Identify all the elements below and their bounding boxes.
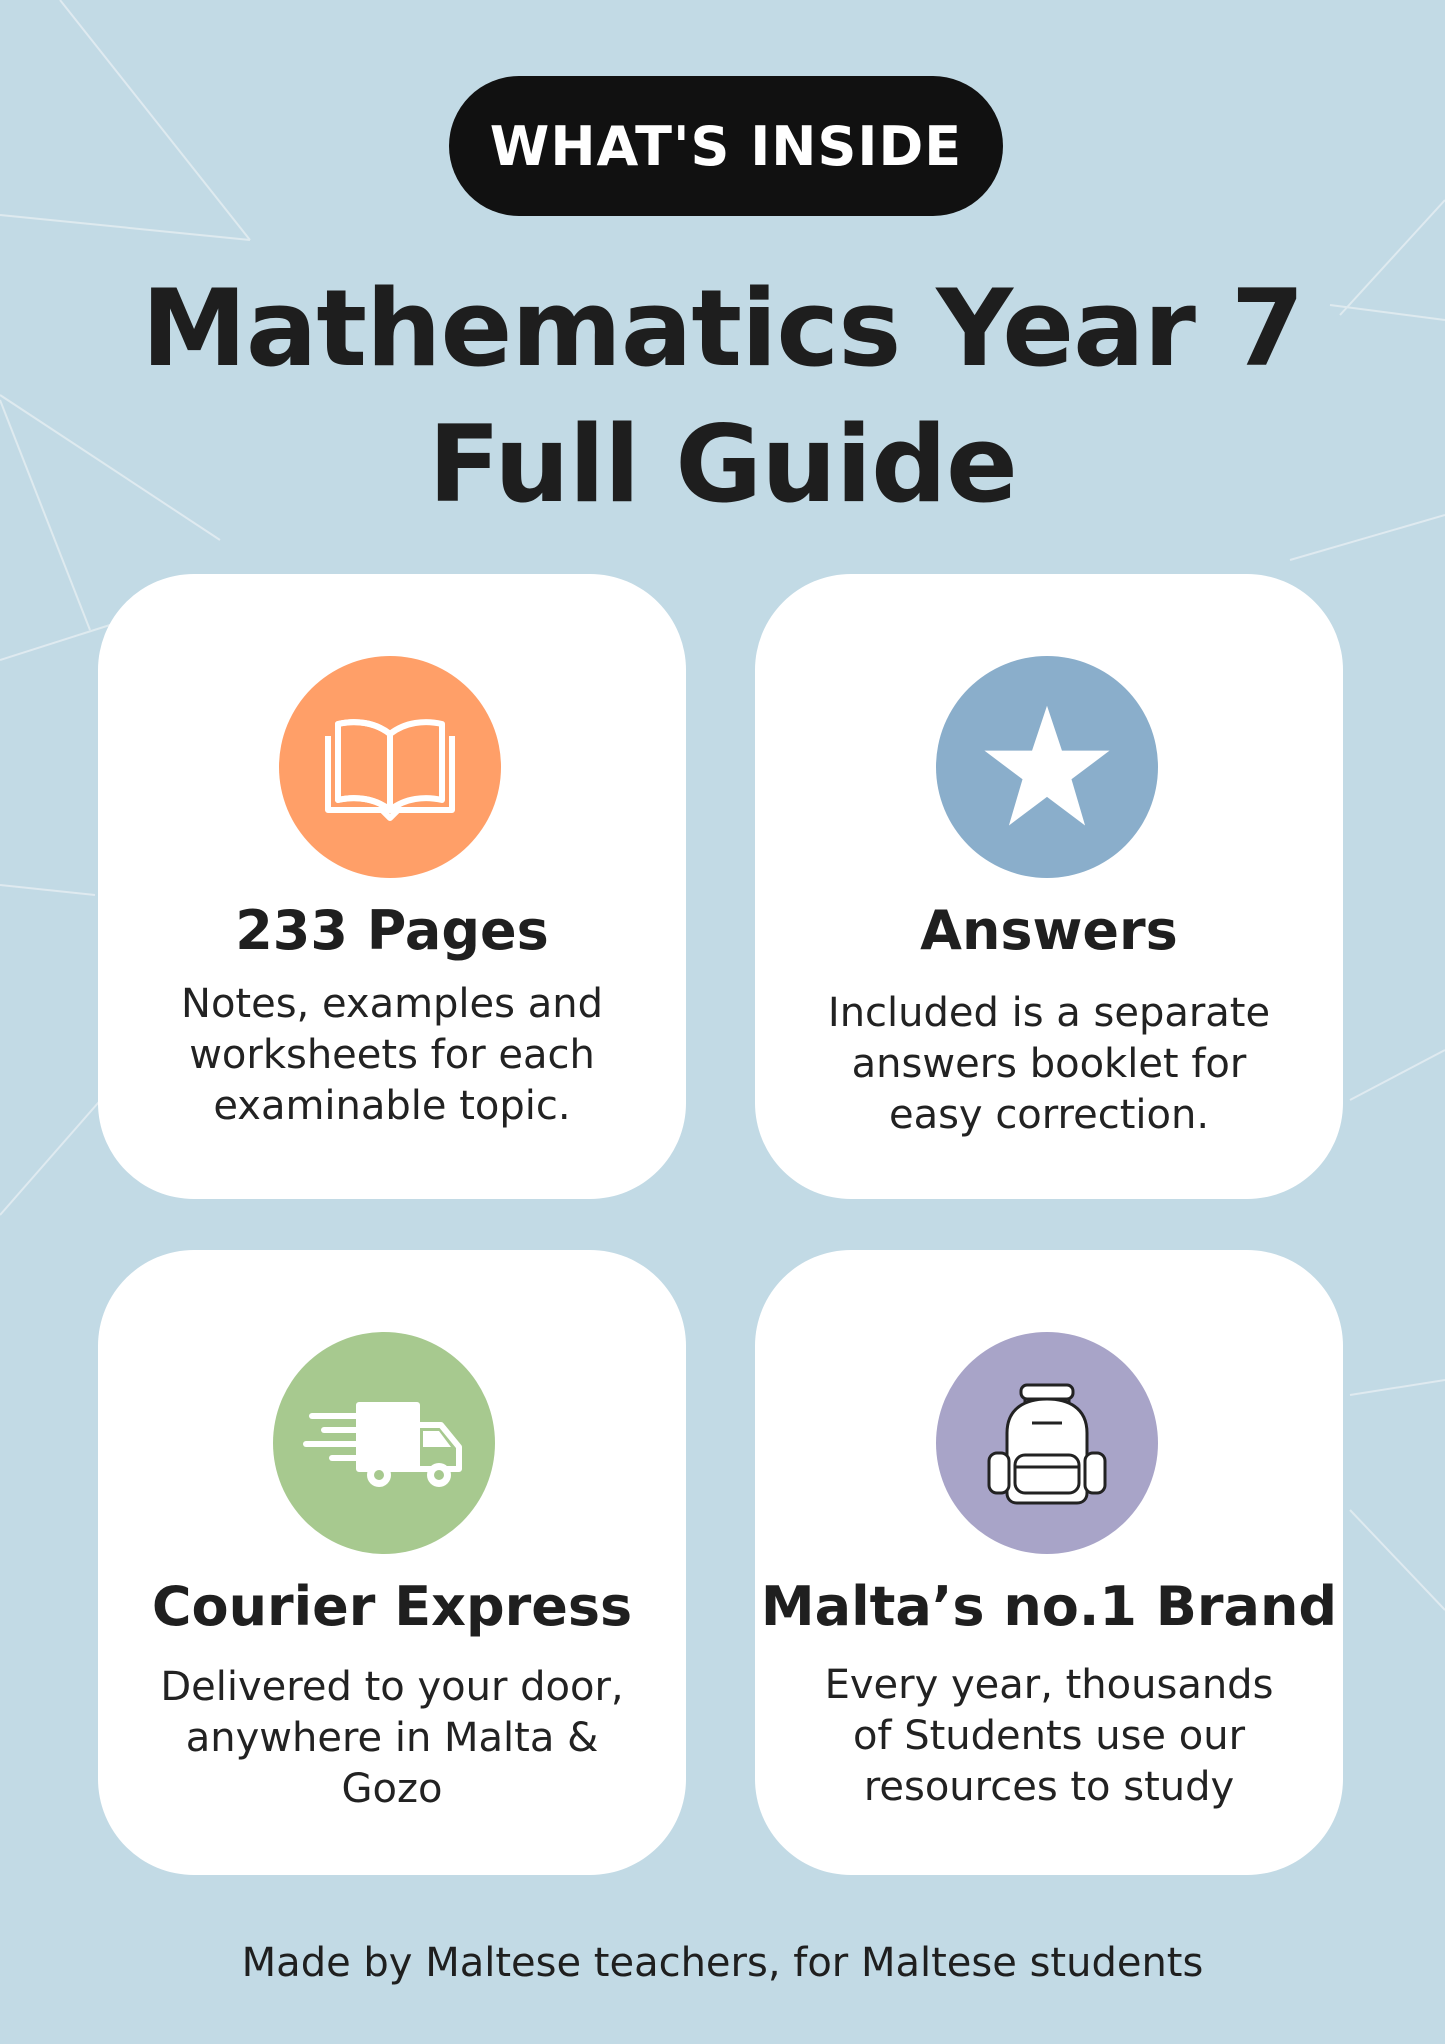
answers-icon-circle xyxy=(936,656,1158,878)
desc-line: Gozo xyxy=(341,1766,443,1812)
desc-line: answers booklet for xyxy=(851,1041,1247,1087)
courier-description xyxy=(118,1662,666,1815)
desc-line: anywhere in Malta & xyxy=(185,1715,599,1761)
feature-card-brand xyxy=(755,1250,1343,1875)
backpack-icon xyxy=(977,1373,1117,1513)
pages-title: 233 Pages xyxy=(235,899,549,962)
desc-line: resources to study xyxy=(863,1764,1235,1810)
brand-description xyxy=(775,1660,1323,1813)
whats-inside-badge xyxy=(449,76,1003,216)
pages-icon-circle xyxy=(279,656,501,878)
delivery-truck-icon xyxy=(299,1393,469,1493)
brand-icon-circle xyxy=(936,1332,1158,1554)
feature-card-answers xyxy=(755,574,1343,1199)
footer-tagline: Made by Maltese teachers, for Maltese students xyxy=(241,1940,1204,1986)
feature-card-pages xyxy=(98,574,686,1199)
answers-description xyxy=(775,988,1323,1141)
desc-line: worksheets for each xyxy=(189,1032,595,1078)
courier-icon-circle xyxy=(273,1332,495,1554)
brand-title: Malta’s no.1 Brand xyxy=(760,1575,1338,1638)
answers-title: Answers xyxy=(920,899,1178,962)
page-title-line1: Mathematics Year 7 xyxy=(141,267,1304,390)
desc-line: examinable topic. xyxy=(213,1083,571,1129)
open-book-icon xyxy=(320,712,460,822)
desc-line: of Students use our xyxy=(852,1713,1246,1759)
badge-label: WHAT'S INSIDE xyxy=(489,114,963,178)
desc-line: Every year, thousands xyxy=(824,1662,1274,1708)
page-title-line2: Full Guide xyxy=(428,403,1017,526)
pages-description xyxy=(118,979,666,1132)
desc-line: easy correction. xyxy=(888,1092,1210,1138)
desc-line: Delivered to your door, xyxy=(160,1664,624,1710)
courier-title: Courier Express xyxy=(151,1575,633,1638)
desc-line: Included is a separate xyxy=(827,990,1271,1036)
desc-line: Notes, examples and xyxy=(181,981,603,1027)
star-icon xyxy=(979,699,1115,835)
feature-card-courier xyxy=(98,1250,686,1875)
